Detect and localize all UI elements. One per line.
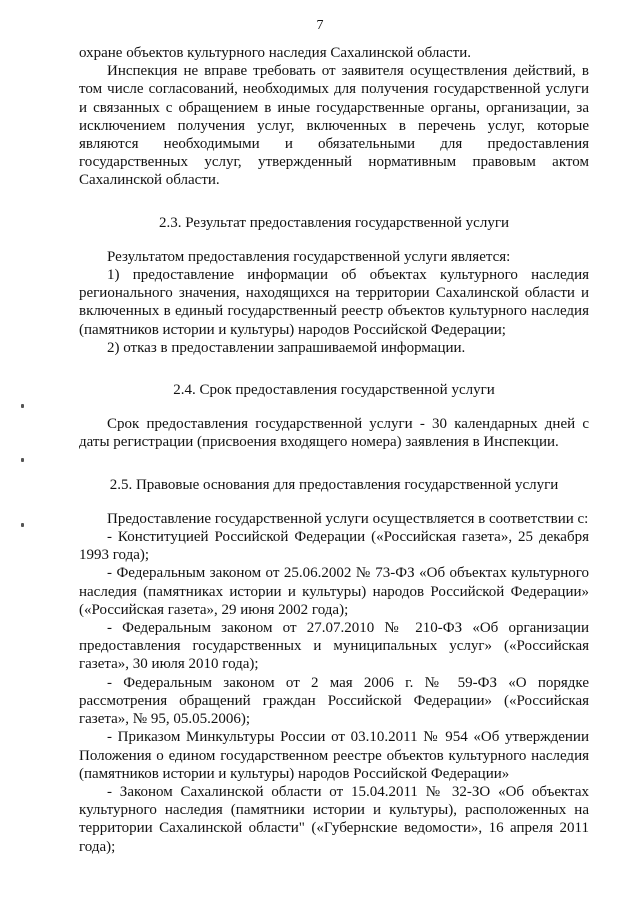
margin-mark — [21, 523, 24, 527]
section-heading-2-5: 2.5. Правовые основания для предоставления государственной услуги — [109, 476, 559, 493]
list-item: - Федеральным законом от 25.06.2002 № 73-ФЗ «Об объектах культурного наследия (памятниках истории и культуры) народов Российской Федерации» («Российская газета», 29 июня 2002 года); — [79, 565, 589, 618]
page-number: 7 — [316, 18, 324, 33]
section-heading-2-3: 2.3. Результат предоставления государственной услуги — [158, 214, 509, 231]
paragraph: охране объектов культурного наследия Сахалинской области. — [79, 45, 471, 61]
list-item: - Законом Сахалинской области от 15.04.2011 № 32-ЗО «Об объектах культурного наследия (памятники истории и культуры), расположенных на территории Сахалинской области" («Губернские ведомости», 16 апреля 2011 года); — [79, 783, 589, 855]
list-item: - Приказом Минкультуры России от 03.10.2011 № 954 «Об утверждении Положения о едином государственном реестре объектов культурного наследия (памятников истории и культуры) народов Российской Федерации» — [79, 729, 589, 782]
list-item: 2) отказ в предоставлении запрашиваемой информации. — [107, 339, 466, 356]
margin-mark — [21, 404, 24, 408]
paragraph: Инспекция не вправе требовать от заявителя осуществления действий, в том числе согласований, необходимых для получения государственной услуги и связанных с обращением в иные государственные органы, организации, за исключением получения услуг, включенных в перечень услуг, которые являются необходимыми и обязательными для предоставления государственных услуг, утвержденный нормативным правовым актом Сахалинской области. — [79, 63, 589, 189]
list-item: - Федеральным законом от 27.07.2010 № 210-ФЗ «Об организации предоставления государственных и муниципальных услуг» («Российская газета», 30 июля 2010 года); — [79, 620, 589, 673]
paragraph: Результатом предоставления государственной услуги является: — [107, 248, 511, 265]
margin-mark — [21, 458, 24, 462]
list-item: - Федеральным законом от 2 мая 2006 г. № 59-ФЗ «О порядке рассмотрения обращений граждан Российской Федерации» («Российская газета», № 95, 05.05.2006); — [79, 674, 589, 728]
document-body — [79, 44, 589, 856]
list-item: 1) предоставление информации об объектах культурного наследия регионального значения, находящихся на территории Сахалинской области и включенных в единый государственный реестр объектов культурного наследия (памятников истории и культуры) народов Российской Федерации; — [79, 267, 589, 338]
paragraph: Предоставление государственной услуги осуществляется в соответствии с: — [107, 510, 589, 527]
section-heading-2-4: 2.4. Срок предоставления государственной услуги — [173, 382, 495, 399]
list-item: - Конституцией Российской Федерации («Российская газета», 25 декабря 1993 года); — [79, 529, 589, 564]
paragraph: Срок предоставления государственной услуги - 30 календарных дней с даты регистрации (присвоения входящего номера) заявления в Инспекции. — [79, 416, 589, 451]
